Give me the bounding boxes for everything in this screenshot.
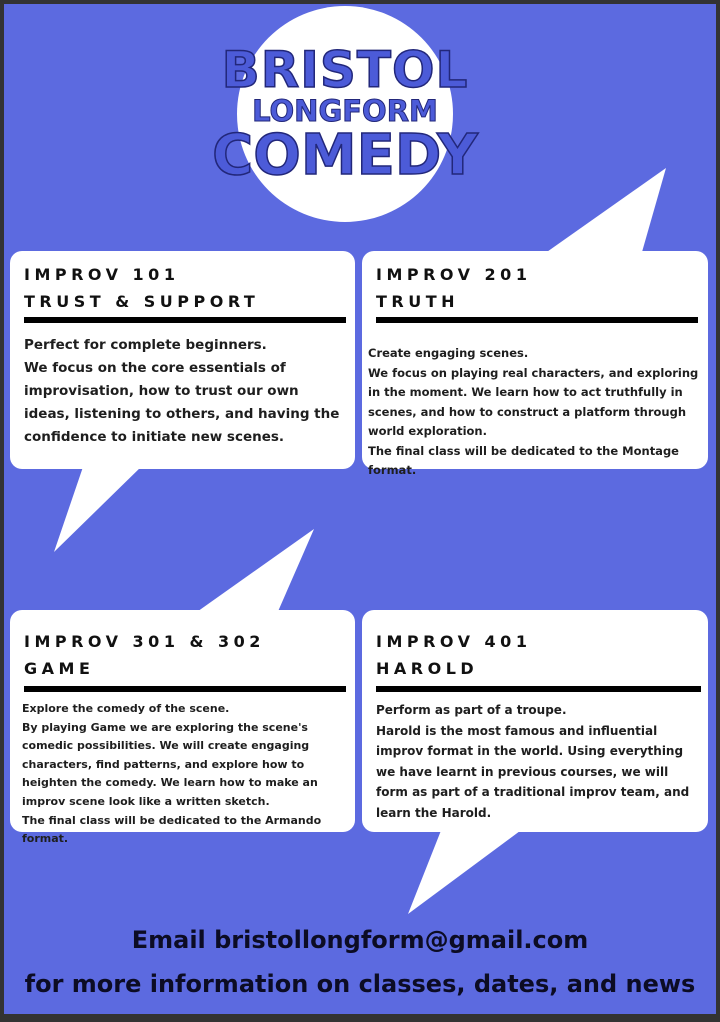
logo-line-comedy: COMEDY	[212, 122, 478, 188]
card4-speech-tail	[408, 828, 524, 914]
card2-speech-tail	[544, 168, 666, 259]
course-heading	[24, 628, 265, 682]
description-line: We focus on playing real characters, and exploring in the moment. We learn how to act truthfully in scenes, and how to construct a platform through world exploration.	[368, 365, 699, 438]
course-description	[24, 334, 344, 449]
card1-speech-tail	[54, 464, 144, 552]
description-line: By playing Game we are exploring the scene's comedic possibilities. We will create engaging characters, find patterns, and explore how to heighten the comedy. We learn how to make an improv scene look like a written sketch.	[22, 720, 318, 808]
description-line: The final class will be dedicated to the Armando format.	[22, 813, 322, 846]
course-heading	[376, 261, 531, 315]
course-card-101	[10, 251, 355, 469]
heading-divider	[376, 686, 701, 692]
course-card-401	[362, 610, 708, 832]
course-title: IMPROV 401	[376, 632, 532, 651]
description-line: The final class will be dedicated to the Montage format.	[368, 443, 679, 477]
course-card-201	[362, 251, 708, 477]
course-subtitle: TRUTH	[376, 292, 460, 311]
course-heading	[24, 261, 259, 315]
description-line: We focus on the core essentials of improvisation, how to trust our own ideas, listening to others, and having the confidence to initiate new scenes.	[24, 360, 340, 445]
card3-speech-tail	[194, 529, 314, 616]
footer-info: for more information on classes, dates, and news	[24, 970, 696, 998]
course-description	[376, 700, 696, 823]
logo-circle	[212, 6, 478, 222]
description-line: Perfect for complete beginners.	[24, 337, 267, 353]
course-title: IMPROV 201	[376, 265, 532, 284]
poster	[4, 4, 716, 1014]
course-description	[22, 700, 347, 849]
description-line: Create engaging scenes.	[368, 346, 529, 360]
description-line: Explore the comedy of the scene.	[22, 702, 230, 715]
course-card-301-302	[10, 610, 355, 846]
logo	[212, 6, 478, 222]
description-line: Perform as part of a troupe.	[376, 703, 567, 717]
course-description	[368, 344, 706, 481]
logo-line-bristol: BRISTOL	[221, 40, 469, 99]
course-title: IMPROV 101	[24, 265, 180, 284]
course-subtitle: TRUST & SUPPORT	[24, 292, 260, 311]
logo-line-longform: LONGFORM	[252, 93, 438, 128]
description-line: Harold is the most famous and influential improv format in the world. Using everything we have learnt in previous courses, we will form as part of a traditional improv team, and learn the Harold.	[376, 723, 690, 820]
course-subtitle: GAME	[24, 659, 95, 678]
heading-divider	[24, 317, 346, 323]
course-title: IMPROV 301 & 302	[24, 632, 265, 651]
footer-email: Email bristollongform@gmail.com	[131, 926, 589, 954]
heading-divider	[24, 686, 346, 692]
course-heading	[376, 628, 531, 682]
course-subtitle: HAROLD	[376, 659, 479, 678]
heading-divider	[376, 317, 698, 323]
